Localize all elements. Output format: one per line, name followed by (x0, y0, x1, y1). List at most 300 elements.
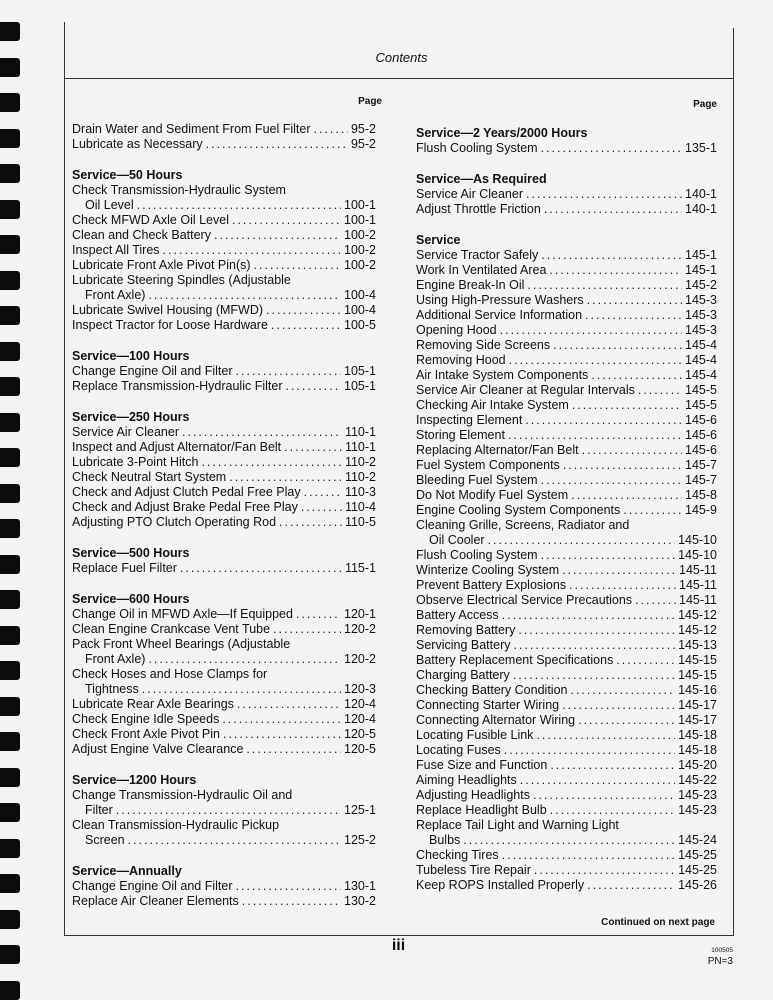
toc-entry[interactable] (416, 248, 717, 263)
dot-leader (180, 561, 342, 576)
binding-ring (0, 271, 20, 290)
toc-entry-title: Prevent Battery Explosions (416, 578, 567, 592)
toc-entry[interactable] (72, 607, 376, 622)
toc-entry[interactable] (72, 137, 376, 152)
toc-entry-title-line: Cleaning Grille, Screens, Radiator and (416, 518, 630, 532)
binding-ring (0, 981, 20, 1000)
toc-entry-page: 145-25 (678, 848, 717, 862)
toc-entry-title: Inspect and Adjust Alternator/Fan Belt (72, 440, 282, 454)
dot-leader (534, 863, 675, 878)
toc-entry[interactable] (72, 894, 376, 909)
dot-leader (273, 622, 341, 637)
toc-entry[interactable] (72, 425, 376, 440)
dot-leader (525, 413, 682, 428)
toc-entry-title-line: Pack Front Wheel Bearings (Adjustable (72, 637, 291, 651)
toc-entry[interactable] (416, 428, 717, 443)
toc-entry[interactable] (416, 458, 717, 473)
toc-entry[interactable] (416, 728, 717, 743)
toc-entry-page: 110-5 (344, 515, 376, 529)
toc-entry-title: Opening Hood (416, 323, 497, 337)
doc-code: 100505 (711, 947, 733, 954)
dot-leader (116, 803, 341, 818)
toc-entry-page: 95-2 (350, 137, 376, 151)
toc-entry-page: 145-17 (678, 713, 717, 727)
section-gap (72, 152, 376, 168)
dot-leader (163, 243, 341, 258)
dot-leader (578, 713, 675, 728)
dot-leader (638, 383, 682, 398)
toc-entry[interactable] (416, 398, 717, 413)
binding-ring (0, 661, 20, 680)
toc-entry[interactable] (416, 308, 717, 323)
dot-leader (635, 593, 676, 608)
toc-entry[interactable] (416, 668, 717, 683)
section-gap (416, 156, 717, 172)
section-gap (72, 757, 376, 773)
binding-ring (0, 803, 20, 822)
toc-entry[interactable] (416, 548, 717, 563)
toc-entry-title: Check MFWD Axle Oil Level (72, 213, 229, 227)
toc-entry[interactable] (416, 653, 717, 668)
toc-entry[interactable] (416, 743, 717, 758)
toc-entry-page: 140-1 (685, 187, 717, 201)
dot-leader (285, 379, 341, 394)
toc-entry[interactable] (416, 473, 717, 488)
toc-entry[interactable] (416, 338, 717, 353)
dot-leader (582, 443, 682, 458)
toc-entry-page: 145-7 (685, 458, 717, 472)
dot-leader (201, 455, 342, 470)
toc-entry-title: Front Axle) (85, 652, 146, 666)
toc-entry-page: 145-6 (685, 413, 717, 427)
toc-entry[interactable] (72, 485, 376, 500)
dot-leader (541, 248, 682, 263)
toc-entry-title: Bleeding Fuel System (416, 473, 538, 487)
toc-entry-title: Adjust Throttle Friction (416, 202, 541, 216)
dot-leader (223, 727, 341, 742)
toc-entry-page: 140-1 (685, 202, 717, 216)
dot-leader (229, 470, 342, 485)
toc-entry[interactable] (72, 364, 376, 379)
toc-entry-title: Replace Air Cleaner Elements (72, 894, 239, 908)
binding-ring (0, 732, 20, 751)
dot-leader (544, 202, 682, 217)
toc-entry[interactable] (72, 803, 376, 818)
toc-entry[interactable] (416, 788, 717, 803)
section-gap (72, 576, 376, 592)
toc-entry-title: Replace Fuel Filter (72, 561, 177, 575)
dot-leader (314, 122, 348, 137)
dot-leader (518, 623, 675, 638)
contents-frame (64, 78, 734, 936)
toc-entry-title: Removing Side Screens (416, 338, 551, 352)
dot-leader (549, 263, 682, 278)
toc-entry[interactable] (416, 323, 717, 338)
toc-entry[interactable] (72, 833, 376, 848)
toc-entry[interactable] (416, 833, 717, 848)
binding-ring (0, 164, 20, 183)
toc-entry[interactable] (416, 698, 717, 713)
binding-ring (0, 590, 20, 609)
toc-entry-title: Observe Electrical Service Precautions (416, 593, 633, 607)
toc-entry-title: Check and Adjust Clutch Pedal Free Play (72, 485, 301, 499)
toc-entry[interactable] (72, 742, 376, 757)
toc-entry[interactable] (416, 623, 717, 638)
dot-leader (571, 488, 682, 503)
binding-ring (0, 448, 20, 467)
toc-entry-page: 145-12 (678, 608, 717, 622)
toc-entry-title: Removing Hood (416, 353, 506, 367)
toc-entry-page: 110-1 (344, 425, 376, 439)
toc-entry-page: 100-2 (344, 243, 376, 257)
dot-leader (526, 187, 682, 202)
section-heading: Service—500 Hours (72, 546, 190, 560)
toc-entry-title: Inspecting Element (416, 413, 523, 427)
toc-entry[interactable] (72, 879, 376, 894)
toc-entry[interactable] (72, 288, 376, 303)
toc-entry-page: 145-11 (679, 563, 717, 577)
toc-entry[interactable] (72, 500, 376, 515)
toc-entry-page: 145-12 (678, 623, 717, 637)
toc-entry-page: 145-4 (685, 353, 717, 367)
toc-entry-title: Check Front Axle Pivot Pin (72, 727, 220, 741)
toc-entry-page: 95-2 (350, 122, 376, 136)
toc-entry[interactable] (416, 713, 717, 728)
toc-entry[interactable] (416, 293, 717, 308)
dot-leader (488, 533, 675, 548)
toc-entry[interactable] (416, 863, 717, 878)
toc-entry[interactable] (72, 228, 376, 243)
dot-leader (271, 318, 341, 333)
section-gap (72, 333, 376, 349)
dot-leader (128, 833, 341, 848)
dot-leader (142, 682, 341, 697)
toc-entry-page: 120-4 (344, 712, 376, 726)
dot-leader (236, 879, 342, 894)
toc-entry-page: 105-1 (344, 364, 376, 378)
page-title: Contents (375, 50, 428, 65)
toc-entry-page: 145-8 (685, 488, 717, 502)
toc-entry-title-line: Check Transmission-Hydraulic System (72, 183, 286, 197)
dot-leader (513, 668, 675, 683)
page-column-header: Page (693, 99, 717, 110)
toc-entry-page: 145-13 (678, 638, 717, 652)
section-heading: Service—100 Hours (72, 349, 190, 363)
toc-entry[interactable] (72, 379, 376, 394)
toc-entry-title: Winterize Cooling System (416, 563, 560, 577)
toc-entry-page: 120-2 (344, 622, 376, 636)
page-number: iii (391, 937, 406, 954)
toc-entry[interactable] (416, 563, 717, 578)
toc-entry-page: 145-10 (678, 548, 717, 562)
binding-ring (0, 697, 20, 716)
toc-entry-title: Filter (85, 803, 113, 817)
dot-leader (562, 563, 676, 578)
binding-ring (0, 22, 20, 41)
toc-entry[interactable] (72, 622, 376, 637)
toc-entry-title: Drain Water and Sediment From Fuel Filter (72, 122, 311, 136)
toc-entry-page: 125-2 (344, 833, 376, 847)
dot-leader (563, 458, 682, 473)
binding-ring (0, 626, 20, 645)
toc-entry-title: Flush Cooling System (416, 548, 538, 562)
toc-entry-page: 110-1 (344, 440, 376, 454)
toc-entry[interactable] (72, 440, 376, 455)
toc-entry-title: Flush Cooling System (416, 141, 538, 155)
dot-leader (527, 278, 682, 293)
toc-entry-page: 130-1 (344, 879, 376, 893)
toc-entry-title: Tightness (85, 682, 139, 696)
toc-entry-page: 145-6 (685, 428, 717, 442)
toc-entry-title: Keep ROPS Installed Properly (416, 878, 585, 892)
section-heading: Service—Annually (72, 864, 182, 878)
toc-entry-title: Change Oil in MFWD Axle—If Equipped (72, 607, 293, 621)
toc-entry-title: Locating Fuses (416, 743, 501, 757)
dot-leader (206, 137, 348, 152)
toc-entry-title: Checking Battery Condition (416, 683, 568, 697)
toc-entry-page: 110-2 (344, 470, 376, 484)
toc-entry-page: 145-4 (685, 338, 717, 352)
toc-entry[interactable] (72, 515, 376, 530)
dot-leader (520, 773, 675, 788)
toc-entry-title: Locating Fusible Link (416, 728, 534, 742)
toc-entry-page: 145-15 (678, 653, 717, 667)
toc-entry[interactable] (72, 697, 376, 712)
toc-entry-title: Lubricate Front Axle Pivot Pin(s) (72, 258, 251, 272)
toc-entry-title: Charging Battery (416, 668, 510, 682)
dot-leader (500, 323, 682, 338)
section-heading: Service—As Required (416, 172, 547, 186)
dot-leader (541, 548, 675, 563)
toc-entry-title: Front Axle) (85, 288, 146, 302)
toc-entry-title-line: Clean Transmission-Hydraulic Pickup (72, 818, 280, 832)
toc-entry[interactable] (416, 202, 717, 217)
toc-entry-page: 145-11 (679, 593, 717, 607)
toc-entry-title: Replace Transmission-Hydraulic Filter (72, 379, 283, 393)
dot-leader (222, 712, 341, 727)
toc-entry-page: 145-22 (678, 773, 717, 787)
dot-leader (513, 638, 675, 653)
toc-entry[interactable] (416, 848, 717, 863)
toc-entry[interactable] (72, 303, 376, 318)
section-heading: Service (416, 233, 461, 247)
toc-entry-title: Fuel System Components (416, 458, 560, 472)
dot-leader (508, 428, 682, 443)
toc-entry[interactable] (72, 561, 376, 576)
toc-entry[interactable] (72, 455, 376, 470)
page-column-header: Page (358, 96, 382, 107)
toc-entry[interactable] (416, 593, 717, 608)
toc-entry-page: 145-5 (685, 398, 717, 412)
toc-entry[interactable] (416, 503, 717, 518)
toc-entry[interactable] (416, 443, 717, 458)
toc-entry-page: 125-1 (344, 803, 376, 817)
toc-entry-title-line: Check Hoses and Hose Clamps for (72, 667, 268, 681)
toc-entry-title: Air Intake System Components (416, 368, 589, 382)
toc-entry[interactable] (416, 803, 717, 818)
toc-entry-title-line: Change Transmission-Hydraulic Oil and (72, 788, 293, 802)
binding-ring (0, 484, 20, 503)
toc-entry-page: 120-5 (344, 727, 376, 741)
toc-entry-title: Storing Element (416, 428, 505, 442)
toc-entry[interactable] (72, 243, 376, 258)
toc-entry[interactable] (416, 187, 717, 202)
toc-entry-title: Additional Service Information (416, 308, 583, 322)
toc-entry-title: Check Engine Idle Speeds (72, 712, 220, 726)
toc-entry[interactable] (72, 682, 376, 697)
dot-leader (533, 788, 675, 803)
dot-leader (550, 758, 675, 773)
toc-entry[interactable] (416, 638, 717, 653)
dot-leader (587, 293, 682, 308)
toc-entry-title: Check and Adjust Brake Pedal Free Play (72, 500, 298, 514)
toc-entry-page: 130-2 (344, 894, 376, 908)
dot-leader (279, 515, 342, 530)
dot-leader (509, 353, 682, 368)
dot-leader (182, 425, 342, 440)
toc-entry[interactable] (416, 353, 717, 368)
toc-entry-title: Clean Engine Crankcase Vent Tube (72, 622, 271, 636)
toc-list-left (72, 122, 376, 909)
toc-entry[interactable] (72, 122, 376, 137)
toc-entry-page: 120-3 (344, 682, 376, 696)
toc-entry-title: Adjust Engine Valve Clearance (72, 742, 244, 756)
toc-entry-page: 145-20 (678, 758, 717, 772)
toc-entry-page: 135-1 (685, 141, 717, 155)
toc-entry-page: 145-2 (685, 278, 717, 292)
toc-entry-page: 100-2 (344, 258, 376, 272)
pn-code: PN=3 (707, 956, 733, 967)
toc-entry-title: Bulbs (429, 833, 461, 847)
dot-leader (502, 608, 675, 623)
dot-leader (562, 698, 675, 713)
toc-entry[interactable] (416, 578, 717, 593)
dot-leader (246, 742, 341, 757)
section-heading: Service—1200 Hours (72, 773, 197, 787)
toc-entry[interactable] (72, 712, 376, 727)
toc-entry-title: Service Air Cleaner at Regular Intervals (416, 383, 635, 397)
toc-entry-title: Tubeless Tire Repair (416, 863, 531, 877)
toc-entry-title-line: Replace Tail Light and Warning Light (416, 818, 619, 832)
toc-entry-page: 145-23 (678, 803, 717, 817)
toc-entry-title: Service Air Cleaner (416, 187, 523, 201)
toc-entry-title: Change Engine Oil and Filter (72, 364, 233, 378)
toc-entry-page: 120-2 (344, 652, 376, 666)
toc-entry[interactable] (416, 368, 717, 383)
toc-entry-title: Fuse Size and Function (416, 758, 548, 772)
toc-entry-title: Battery Replacement Specifications (416, 653, 614, 667)
toc-entry[interactable] (72, 213, 376, 228)
toc-entry-page: 100-4 (344, 303, 376, 317)
toc-entry-title: Lubricate as Necessary (72, 137, 203, 151)
dot-leader (137, 198, 341, 213)
toc-entry[interactable] (72, 318, 376, 333)
toc-entry-page: 145-9 (685, 503, 717, 517)
dot-leader (301, 500, 342, 515)
toc-entry-page: 100-1 (344, 213, 376, 227)
dot-leader (504, 743, 675, 758)
toc-entry[interactable] (416, 263, 717, 278)
toc-entry-page: 145-1 (685, 263, 717, 277)
toc-entry[interactable] (416, 488, 717, 503)
toc-entry-page: 120-4 (344, 697, 376, 711)
dot-leader (616, 653, 675, 668)
section-gap (72, 848, 376, 864)
toc-entry[interactable] (416, 878, 717, 893)
toc-entry-title: Service Tractor Safely (416, 248, 539, 262)
dot-leader (585, 308, 682, 323)
toc-entry[interactable] (416, 773, 717, 788)
toc-entry-title: Checking Air Intake System (416, 398, 569, 412)
toc-entry[interactable] (72, 470, 376, 485)
toc-entry[interactable] (416, 683, 717, 698)
toc-entry-page: 120-1 (344, 607, 376, 621)
toc-entry-page: 105-1 (344, 379, 376, 393)
toc-entry-page: 145-10 (678, 533, 717, 547)
toc-entry[interactable] (416, 758, 717, 773)
toc-entry-title: Work In Ventilated Area (416, 263, 547, 277)
dot-leader (536, 728, 675, 743)
toc-entry-page: 145-25 (678, 863, 717, 877)
toc-entry[interactable] (416, 413, 717, 428)
section-heading: Service—2 Years/2000 Hours (416, 126, 588, 140)
toc-entry-page: 120-5 (344, 742, 376, 756)
toc-entry[interactable] (72, 198, 376, 213)
binding-ring (0, 342, 20, 361)
toc-entry[interactable] (72, 258, 376, 273)
dot-leader (570, 683, 675, 698)
dot-leader (214, 228, 341, 243)
dot-leader (569, 578, 676, 593)
toc-entry[interactable] (416, 608, 717, 623)
section-gap (416, 217, 717, 233)
binding-ring (0, 200, 20, 219)
toc-entry[interactable] (416, 383, 717, 398)
toc-entry-page: 110-4 (344, 500, 376, 514)
toc-entry-title: Oil Cooler (429, 533, 485, 547)
section-heading: Service—250 Hours (72, 410, 190, 424)
binding-ring (0, 235, 20, 254)
toc-entry-title: Adjusting Headlights (416, 788, 530, 802)
dot-leader (266, 303, 341, 318)
binding-ring (0, 768, 20, 787)
binding-ring (0, 306, 20, 325)
toc-entry-title: Replace Headlight Bulb (416, 803, 547, 817)
dot-leader (502, 848, 675, 863)
toc-entry-page: 100-2 (344, 228, 376, 242)
toc-entry[interactable] (416, 278, 717, 293)
toc-entry-page: 145-5 (685, 383, 717, 397)
binding-ring (0, 910, 20, 929)
toc-entry[interactable] (72, 727, 376, 742)
dot-leader (148, 652, 341, 667)
toc-entry-title: Oil Level (85, 198, 134, 212)
section-gap (72, 530, 376, 546)
toc-list-right (416, 126, 717, 893)
toc-entry-title: Check Neutral Start System (72, 470, 227, 484)
toc-entry[interactable] (416, 141, 717, 156)
toc-entry[interactable] (416, 533, 717, 548)
toc-entry-title: Inspect All Tires (72, 243, 160, 257)
dot-leader (591, 368, 682, 383)
toc-entry-title: Connecting Starter Wiring (416, 698, 560, 712)
toc-entry-title: Change Engine Oil and Filter (72, 879, 233, 893)
toc-entry-page: 145-3 (685, 293, 717, 307)
toc-entry-title-line: Lubricate Steering Spindles (Adjustable (72, 273, 291, 287)
binding-ring (0, 555, 20, 574)
toc-entry-page: 145-11 (679, 578, 717, 592)
toc-entry[interactable] (72, 652, 376, 667)
